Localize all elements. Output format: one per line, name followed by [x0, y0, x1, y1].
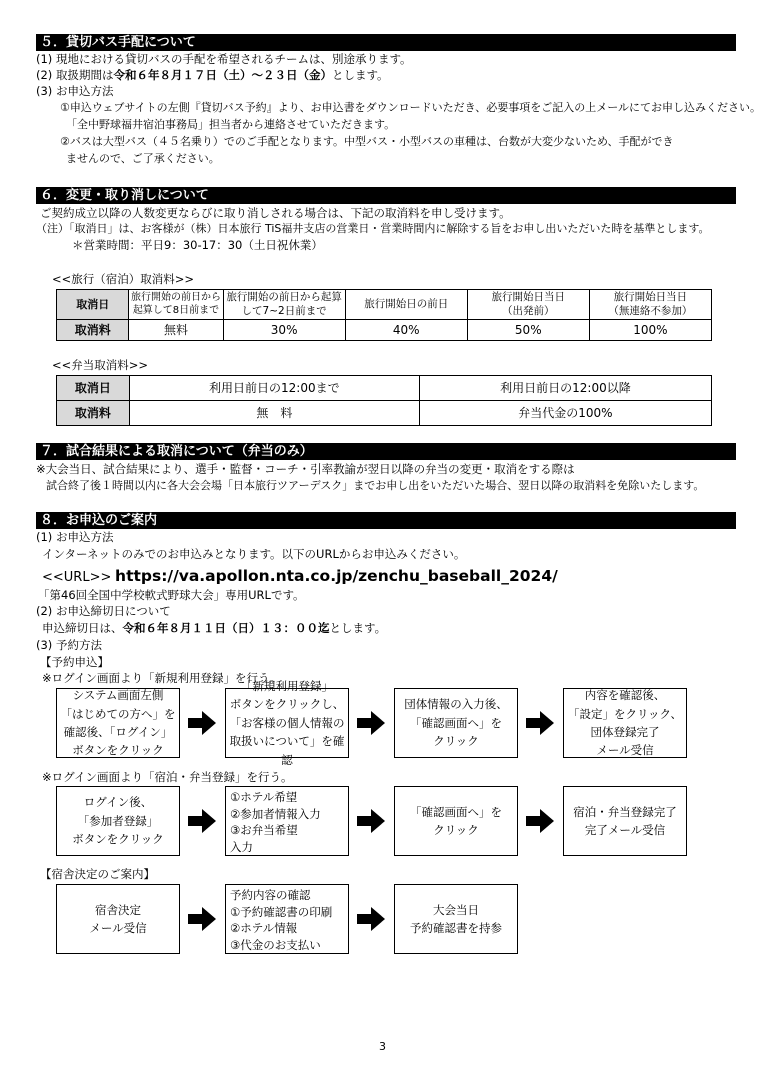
sec6-line2: （注）「取消日」は、お客様が（株）日本旅行 TiS福井支店の営業日・営業時間内に解除する旨をお申し出いただいた時を基準とします。 [36, 222, 710, 235]
sec8-line3: 「第46回全国中学校軟式野球大会」専用URLです。 [38, 588, 305, 602]
arrow-right-icon [526, 809, 554, 833]
sec7-line2: 試合終了後１時間以内に各大会会場「日本旅行ツアーデスク」までお申し出をいただいた場合、翌日以降の取消料を免除いたします。 [46, 479, 705, 492]
sec5-line7: ませんので、ご了承ください。 [66, 152, 220, 165]
bento-th-date: 取消日 [57, 376, 130, 401]
section8-heading: ８．お申込のご案内 [36, 512, 736, 529]
td-fee-no-show: 100% [589, 320, 711, 341]
section7-heading: ７．試合結果による取消について（弁当のみ） [36, 443, 736, 460]
section5-heading: ５．貸切バス手配について [36, 34, 736, 51]
sec5-line3: (3) お申込方法 [36, 84, 114, 98]
th-day-before: 旅行開始日の前日 [345, 290, 467, 320]
sec6-line1: ご契約成立以降の人数変更ならびに取り消しされる場合は、下記の取消料を申し受けます。 [40, 206, 511, 220]
td-fee-day-before: 40% [345, 320, 467, 341]
arrow-right-icon [357, 809, 385, 833]
th-7to2days: 旅行開始の前日から起算 して7~2日前まで [223, 290, 345, 320]
sec7-line1: ※大会当日、試合結果により、選手・監督・コーチ・引率教諭が翌日以降の弁当の変更・取消をする際は [36, 462, 575, 476]
bento-cancel-caption: <<弁当取消料>> [52, 358, 149, 372]
page-number: 3 [379, 1040, 386, 1053]
arrow-right-icon [357, 907, 385, 931]
sec5-line5: 「全中野球福井宿泊事務局」担当者から連絡させていただきます。 [66, 118, 396, 131]
sec6-line3: ＊営業時間：平日9：30-17：30（土日祝休業） [72, 238, 323, 252]
application-url-link[interactable]: https://va.apollon.nta.co.jp/zenchu_baseball_2024/ [115, 567, 558, 585]
sec8-line7: 【予約申込】 [40, 655, 109, 669]
sec8-line1: (1) お申込方法 [36, 530, 114, 544]
sec5-line6: ②バスは大型バス（４５名乗り）でのご手配となります。中型バス・小型バスの車種は、台数が大変少ないため、手配ができ [60, 135, 674, 148]
sec8-line2: インターネットのみでのお申込みとなります。以下のURLからお申込みください。 [42, 547, 466, 561]
flow2-step1: ログイン後、 「参加者登録」 ボタンをクリック [56, 786, 180, 856]
flow2-step3: 「確認画面へ」を クリック [394, 786, 518, 856]
sec8-line9: ※ログイン画面より「宿泊・弁当登録」を行う。 [42, 770, 293, 784]
sec5-line4: ①申込ウェブサイトの左側『貸切バス予約』より、お申込書をダウンロードいただき、必要事項をご記入の上メールにてお申し込みください。 [60, 101, 761, 114]
td-fee-8days: 無料 [129, 320, 223, 341]
flow1-step2: 「新規利用登録」 ボタンをクリックし、 「お客様の個人情報の 取扱いについて」を確認 [225, 688, 349, 758]
flow3-step3: 大会当日 予約確認書を持参 [394, 884, 518, 954]
bento-fee-before: 無 料 [129, 401, 419, 426]
sec5-line1: (1) 現地における貸切バスの手配を希望されるチームは、別途承ります。 [36, 52, 412, 66]
arrow-right-icon [188, 711, 216, 735]
th-8days: 旅行開始の前日から 起算して8日前まで [129, 290, 223, 320]
td-cancel-fee-label: 取消料 [57, 320, 129, 341]
flow1-step3: 団体情報の入力後、 「確認画面へ」を クリック [394, 688, 518, 758]
bento-fee-label: 取消料 [57, 401, 130, 426]
arrow-right-icon [357, 711, 385, 735]
sec8-line10: 【宿舎決定のご案内】 [40, 867, 155, 881]
th-no-show: 旅行開始日当日 （無連絡不参加） [589, 290, 711, 320]
td-fee-departure-day: 50% [467, 320, 589, 341]
flow2-step4: 宿泊・弁当登録完了 完了メール受信 [563, 786, 687, 856]
arrow-right-icon [526, 711, 554, 735]
th-departure-day: 旅行開始日当日 （出発前） [467, 290, 589, 320]
flow3-step1: 宿舎決定 メール受信 [56, 884, 180, 954]
flow3-step2: 予約内容の確認 ①予約確認書の印刷 ②ホテル情報 ③代金のお支払い [225, 884, 349, 954]
bento-th-before: 利用日前日の12:00まで [129, 376, 419, 401]
travel-cancel-table [56, 289, 712, 341]
bento-th-after: 利用日前日の12:00以降 [419, 376, 711, 401]
flow1-step4: 内容を確認後、 「設定」をクリック、 団体登録完了 メール受信 [563, 688, 687, 758]
flow1-step1: システム画面左側 「はじめての方へ」を 確認後、「ログイン」 ボタンをクリック [56, 688, 180, 758]
arrow-right-icon [188, 809, 216, 833]
th-cancel-date: 取消日 [57, 290, 129, 320]
flow2-step2: ①ホテル希望 ②参加者情報入力 ③お弁当希望 入力 [225, 786, 349, 856]
travel-cancel-caption: <<旅行（宿泊）取消料>> [52, 272, 195, 286]
sec8-line8: ※ログイン画面より「新規利用登録」を行う。 [42, 671, 282, 685]
sec8-line5: 申込締切日は、令和６年８月１１日（日）１３：００迄とします。 [42, 621, 387, 635]
url-label: <<URL>> [42, 570, 112, 585]
arrow-right-icon [188, 907, 216, 931]
bento-fee-after: 弁当代金の100% [419, 401, 711, 426]
sec5-line2: (2) 取扱期間は令和６年８月１７日（土）～２３日（金）とします。 [36, 68, 389, 82]
td-fee-7to2days: 30% [223, 320, 345, 341]
sec8-line4: (2) お申込締切日について [36, 604, 171, 618]
section6-heading: ６．変更・取り消しについて [36, 187, 736, 204]
bento-cancel-table [56, 375, 712, 426]
url-line [42, 566, 558, 587]
sec8-line6: (3) 予約方法 [36, 638, 102, 652]
